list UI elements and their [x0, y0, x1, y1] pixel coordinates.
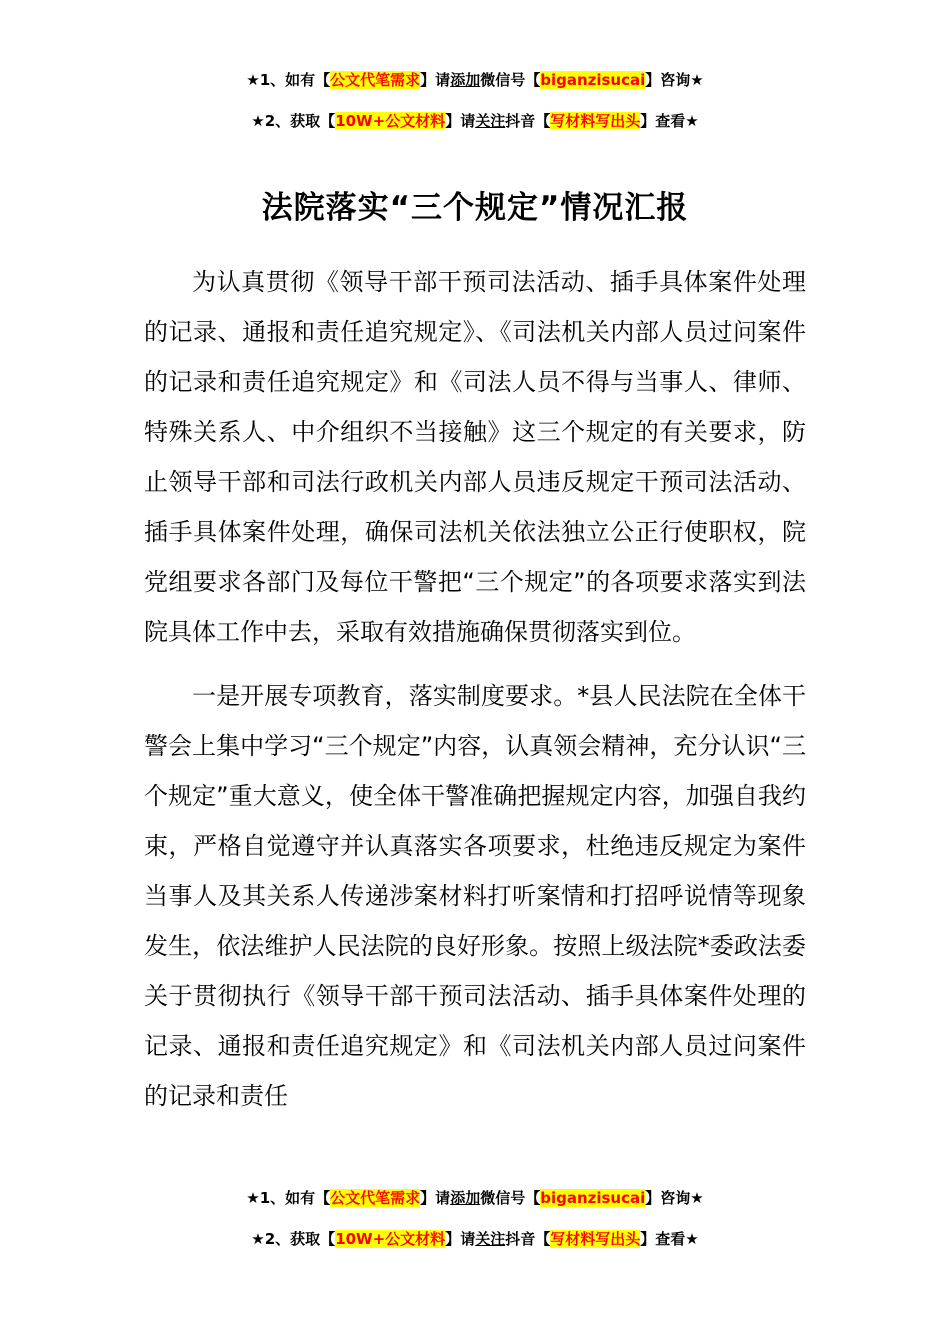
- promo-underlined-text: 添加: [450, 1189, 481, 1207]
- promo-highlight: biganzisucai: [540, 1189, 646, 1207]
- promo-text: ★2、获取【: [251, 1230, 336, 1248]
- paragraph-intro: 为认真贯彻《领导干部干预司法活动、插手具体案件处理的记录、通报和责任追究规定》、《司法机关内部人员过问案件的记录和责任追究规定》和《司法人员不得与当事人、律师、特殊关系人、中介组织不当接触》这三个规定的有关要求，防止领导干部和司法行政机关内部人员违反规定干预司法活动、插手具体案件处理，确保司法机关依法独立公正行使职权，院党组要求各部门及每位干警把“三个规定”的各项要求落实到法院具体工作中去，采取有效措施确保贯彻落实到位。: [144, 268, 806, 646]
- promo-text: 】请: [420, 1189, 451, 1207]
- promo-text: ★2、获取【: [251, 112, 336, 130]
- footer-promo-line-1: [0, 1186, 950, 1210]
- promo-highlight: 10W+公文材料: [335, 1230, 446, 1248]
- promo-text: 】请: [445, 112, 476, 130]
- promo-text: 】请: [445, 1230, 476, 1248]
- promo-highlight: 公文代笔需求: [330, 1189, 421, 1207]
- promo-text: 抖音【: [505, 1230, 551, 1248]
- promo-text: ★1、如有【: [246, 71, 331, 89]
- promo-highlight: 公文代笔需求: [330, 71, 421, 89]
- promo-underlined-text: 关注: [475, 1230, 506, 1248]
- promo-text: ★1、如有【: [246, 1189, 331, 1207]
- promo-highlight: 10W+公文材料: [335, 112, 446, 130]
- promo-text: 】查看★: [640, 1230, 699, 1248]
- promo-text: 】咨询★: [645, 71, 704, 89]
- paragraph-education: 一是开展专项教育，落实制度要求。*县人民法院在全体干警会上集中学习“三个规定”内容，认真领会精神，充分认识“三个规定”重大意义，使全体干警准确把握规定内容，加强自我约束，严格自觉遵守并认真落实各项要求，杜绝违反规定为案件当事人及其关系人传递涉案材料打听案情和打招呼说情等现象发生，依法维护人民法院的良好形象。按照上级法院*委政法委关于贯彻执行《领导干部干预司法活动、插手具体案件处理的记录、通报和责任追究规定》和《司法机关内部人员过问案件的记录和责任: [144, 682, 806, 1110]
- promo-highlight: 写材料写出头: [550, 1230, 641, 1248]
- promo-highlight: biganzisucai: [540, 71, 646, 89]
- footer-promo-line-2: [0, 1227, 950, 1251]
- promo-highlight: 写材料写出头: [550, 112, 641, 130]
- promo-text: 】查看★: [640, 112, 699, 130]
- promo-text: 】咨询★: [645, 1189, 704, 1207]
- promo-text: 微信号【: [480, 71, 541, 89]
- header-promo-line-2: [0, 109, 950, 133]
- promo-underlined-text: 添加: [450, 71, 481, 89]
- promo-underlined-text: 关注: [475, 112, 506, 130]
- promo-text: 微信号【: [480, 1189, 541, 1207]
- document-title: 法院落实“三个规定”情况汇报: [261, 190, 689, 226]
- promo-text: 抖音【: [505, 112, 551, 130]
- promo-text: 】请: [420, 71, 451, 89]
- document-body: [144, 257, 806, 1121]
- header-promo-line-1: [0, 68, 950, 92]
